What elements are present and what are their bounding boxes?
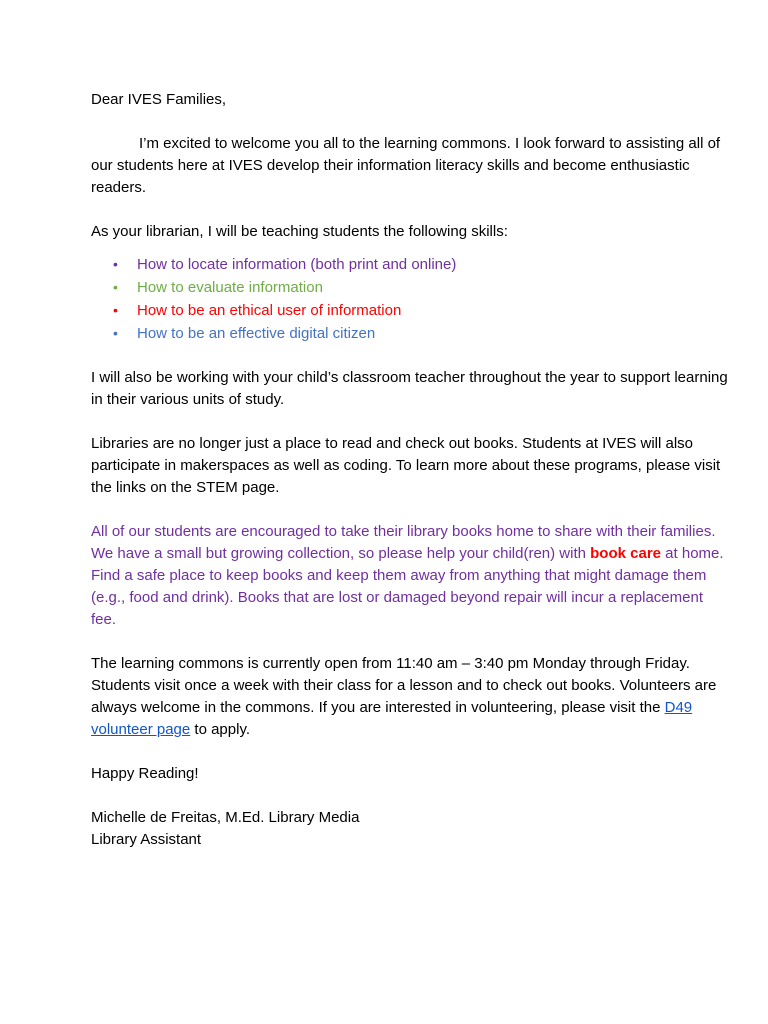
skill-item-locate (91, 253, 731, 276)
hours-text-before: The learning commons is currently open from 11:40 am – 3:40 pm Monday through Friday. Students visit once a week with their class for a lesson and to check out books. Volunteers are always welcome in the commons. If you are interested in volunteering, please visit the (91, 655, 717, 716)
skill-text: How to evaluate information (137, 279, 323, 296)
bullet-icon: • (113, 256, 118, 272)
skill-text: How to be an ethical user of information (137, 302, 402, 319)
signature-name: Michelle de Freitas, M.Ed. Library Media (91, 809, 360, 826)
volunteer-page-link[interactable]: D49 volunteer page (91, 699, 693, 738)
skill-item-evaluate (91, 276, 731, 299)
libraries-paragraph: Libraries are no longer just a place to read and check out books. Students at IVES will also participate in makerspaces as well as coding. To learn more about these programs, please visit the links on the STEM page. (91, 435, 721, 496)
hours-paragraph (91, 653, 731, 741)
book-care-text-after: at home. Find a safe place to keep books and keep them away from anything that might damage them (e.g., food and drink). Books that are lost or damaged beyond repair will incur a replacement fee. (91, 545, 724, 628)
letter-body (91, 89, 731, 851)
hours-text-after: to apply. (190, 721, 251, 738)
skills-intro: As your librarian, I will be teaching students the following skills: (91, 223, 508, 240)
skill-text: How to locate information (both print and online) (137, 256, 457, 273)
skill-item-ethical (91, 299, 731, 322)
book-care-text-before: All of our students are encouraged to take their library books home to share with their families. We have a small but growing collection, so please help your child(ren) with (91, 523, 716, 562)
salutation: Dear IVES Families, (91, 91, 227, 108)
book-care-paragraph (91, 521, 731, 631)
book-care-highlight: book care (590, 545, 662, 562)
intro-paragraph: I’m excited to welcome you all to the learning commons. I look forward to assisting all of our students here at IVES develop their information literacy skills and become enthusiastic readers. (91, 135, 721, 196)
teacher-paragraph: I will also be working with your child’s classroom teacher throughout the year to support learning in their various units of study. (91, 369, 728, 408)
skill-item-digital-citizen (91, 322, 731, 345)
bullet-icon: • (113, 325, 118, 341)
signature-title: Library Assistant (91, 831, 202, 848)
skill-text: How to be an effective digital citizen (137, 325, 376, 342)
bullet-icon: • (113, 279, 118, 295)
bullet-icon: • (113, 302, 118, 318)
closing: Happy Reading! (91, 765, 199, 782)
skills-list (91, 253, 731, 345)
